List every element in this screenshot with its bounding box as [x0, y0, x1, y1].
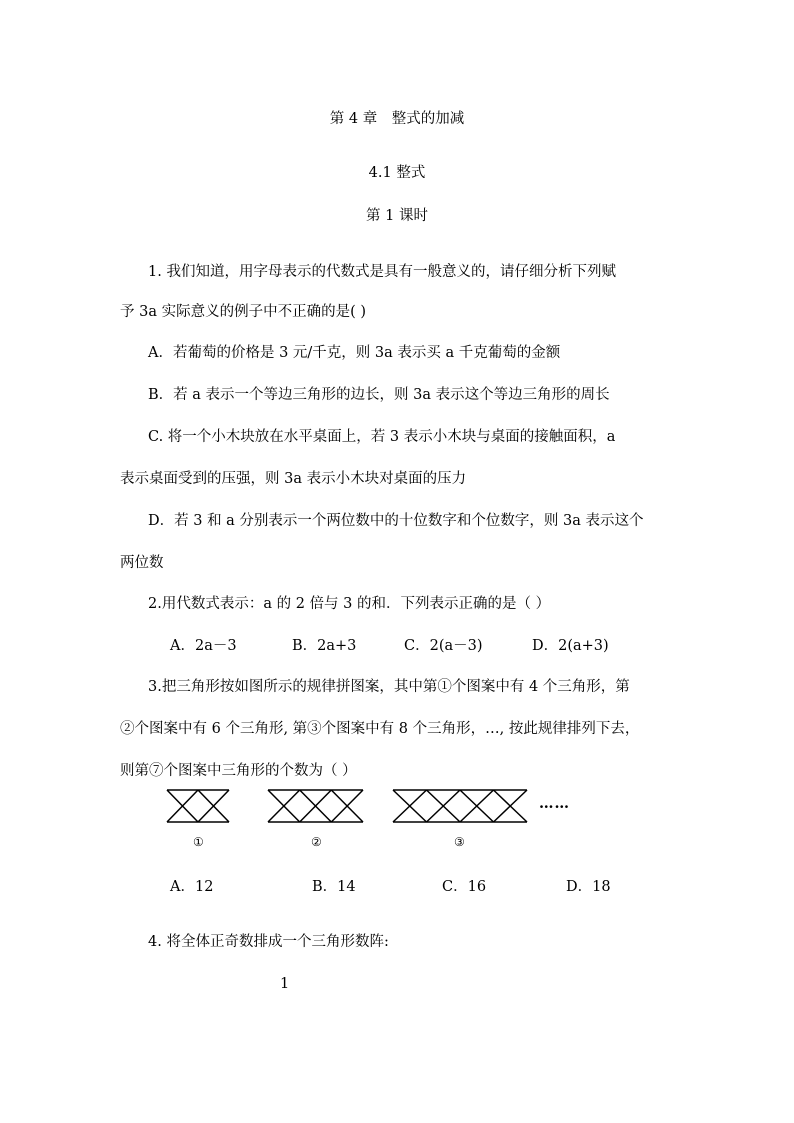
q3-stem-line1: 3.把三角形按如图所示的规律拼图案，其中第①个图案中有 4 个三角形，第 — [148, 679, 630, 695]
q2-option-a: A．2a－3 — [170, 638, 237, 654]
chapter-title: 第 4 章 整式的加减 — [329, 111, 465, 127]
triangle-pattern-1 — [165, 788, 231, 824]
q2-option-b: B．2a+3 — [292, 638, 357, 654]
lesson-title: 第 1 课时 — [366, 208, 428, 224]
q3-option-c: C．16 — [442, 879, 487, 895]
pattern-label-3: ③ — [454, 835, 465, 849]
q1-option-c-line1: C. 将一个小木块放在水平桌面上，若 3 表示小木块与桌面的接触面积，a — [148, 429, 616, 445]
q1-option-c-line2: 表示桌面受到的压强，则 3a 表示小木块对桌面的压力 — [120, 471, 467, 487]
q1-stem-line1: 1. 我们知道，用字母表示的代数式是具有一般意义的，请仔细分析下列赋 — [148, 264, 616, 280]
pattern-label-2: ② — [311, 835, 322, 849]
triangle-pattern-2 — [266, 788, 365, 824]
q2-stem: 2.用代数式表示：a 的 2 倍与 3 的和．下列表示正确的是（ ） — [148, 596, 551, 612]
q3-stem-line3: 则第⑦个图案中三角形的个数为（ ） — [120, 763, 357, 779]
q2-option-d: D．2(a+3) — [532, 638, 609, 654]
q3-option-d: D．18 — [566, 879, 611, 895]
triangle-pattern-3 — [391, 788, 529, 824]
q3-option-b: B．14 — [312, 879, 356, 895]
q1-stem-line2: 予 3a 实际意义的例子中不正确的是( ) — [120, 304, 367, 320]
q1-option-d-line1: D．若 3 和 a 分别表示一个两位数中的十位数字和个位数字，则 3a 表示这个 — [148, 513, 644, 529]
pattern-label-1: ① — [193, 835, 204, 849]
q4-stem: 4. 将全体正奇数排成一个三角形数阵: — [148, 934, 389, 950]
q1-option-d-line2: 两位数 — [120, 555, 164, 571]
q1-option-a: A．若葡萄的价格是 3 元/千克，则 3a 表示买 a 千克葡萄的金额 — [148, 345, 561, 361]
q3-option-a: A．12 — [170, 879, 214, 895]
q4-array-row1: 1 — [280, 976, 290, 992]
section-title: 4.1 整式 — [368, 165, 426, 181]
q2-option-c: C．2(a－3) — [404, 638, 483, 654]
q3-stem-line2: ②个图案中有 6 个三角形, 第③个图案中有 8 个三角形，…, 按此规律排列下去， — [120, 721, 640, 737]
q1-option-b: B．若 a 表示一个等边三角形的边长，则 3a 表示这个等边三角形的周长 — [148, 387, 610, 403]
pattern-ellipsis: …… — [539, 795, 570, 812]
